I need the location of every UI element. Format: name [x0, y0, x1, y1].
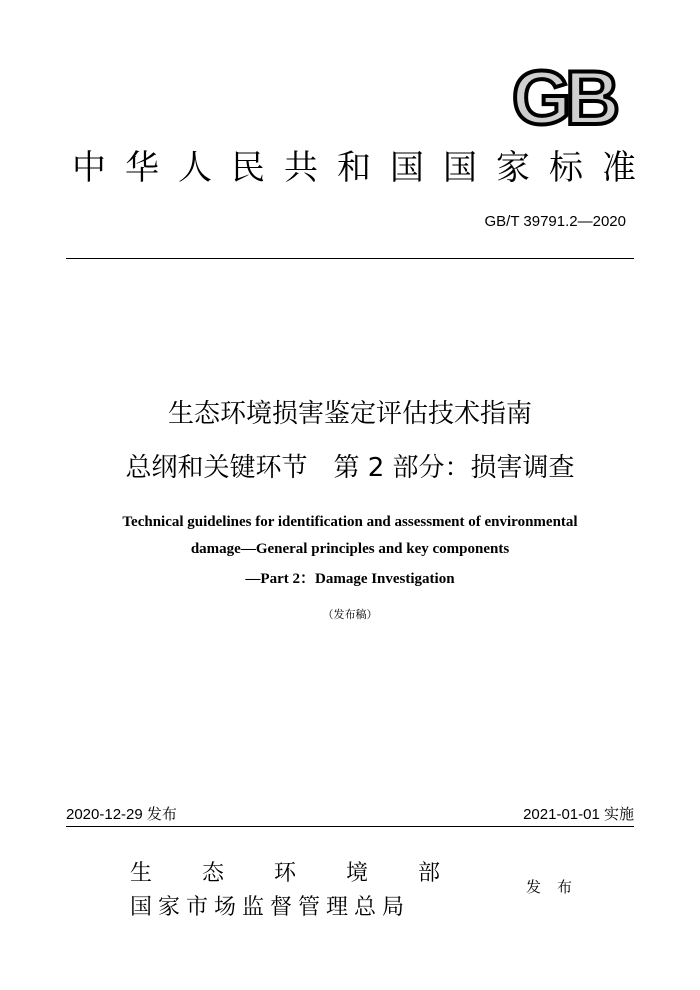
publish-date: 2020-12-29 发布	[66, 806, 177, 823]
chinese-title-line-2: 总纲和关键环节 第 2 部分：损害调查	[125, 453, 575, 483]
issuer-line-2: 国家市场监督管理总局	[130, 895, 411, 920]
top-divider	[66, 258, 634, 259]
issuer-line-1: 生态环境部	[130, 861, 491, 886]
english-title-line-2: damage—General principles and key components	[190, 541, 510, 557]
gb-logo	[496, 60, 630, 132]
bottom-divider	[66, 826, 634, 827]
national-standard-title: 中华人民共和国国家标准	[72, 148, 655, 188]
english-title-line-1: Technical guidelines for identification and assessment of environmental	[122, 514, 578, 530]
implement-date: 2021-01-01 实施	[523, 806, 634, 823]
english-title-line-3: —Part 2：Damage Investigation	[245, 571, 455, 587]
standard-number: GB/T 39791.2—2020	[484, 213, 626, 230]
gb-logo-text: GB	[512, 60, 614, 132]
issue-verb: 发布	[526, 878, 589, 896]
draft-note: （发布稿）	[322, 608, 378, 621]
chinese-title-line-1: 生态环境损害鉴定评估技术指南	[167, 399, 532, 429]
